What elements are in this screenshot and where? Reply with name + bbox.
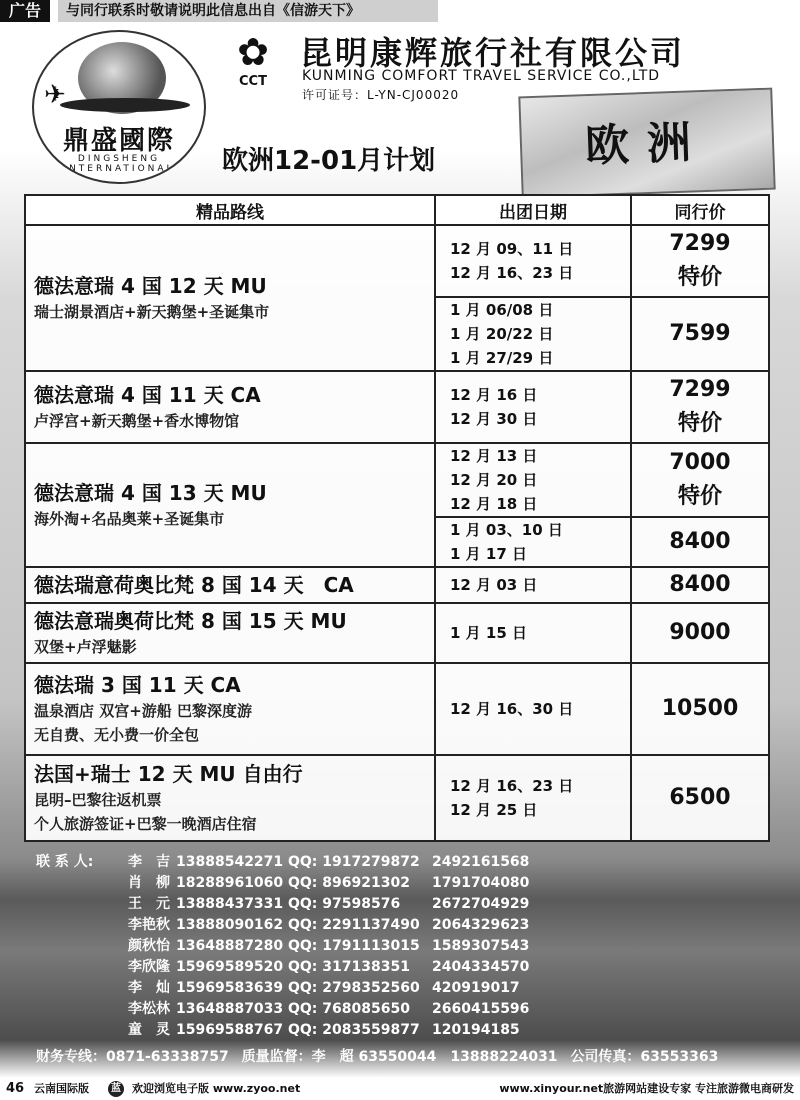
table-row (25, 567, 769, 603)
departure-date: 1 月 15 日 (450, 624, 527, 642)
contact-phone[interactable]: 13888542271 (176, 854, 284, 870)
airplane-icon: ✈ (44, 80, 66, 110)
price-value: 7599 (669, 321, 731, 346)
contact-row (36, 957, 766, 978)
departure-date: 12 月 13 日 (450, 447, 538, 465)
quality-line: 质量监督：李 超 63550044 13888224031 (241, 1049, 558, 1065)
table-row (25, 225, 769, 297)
departure-date: 12 月 30 日 (450, 410, 538, 428)
edition-icon: 蓝 (108, 1081, 124, 1097)
contact-row (36, 873, 766, 894)
departure-date: 12 月 16、23 日 (450, 777, 574, 795)
table-row (25, 371, 769, 443)
route-description: 瑞士湖景酒店+新天鹅堡+圣诞集市 (34, 303, 270, 321)
route-name: 德法瑞 3 国 11 天 CA (34, 673, 241, 697)
plan-title: 欧洲12-01月计划 (222, 146, 436, 176)
ebook-link[interactable]: 欢迎浏览电子版 www.zyoo.net (132, 1082, 301, 1095)
company-name-en: KUNMING COMFORT TRAVEL SERVICE CO.,LTD (302, 68, 661, 84)
departure-date: 12 月 03 日 (450, 576, 538, 594)
contact-phone[interactable]: 15969583639 (176, 980, 284, 996)
footer-ad: www.xinyour.net旅游网站建设专家 专注旅游微电商研发 (499, 1082, 794, 1095)
contact-label: 联 系 人: (36, 854, 94, 870)
price-cell (631, 755, 769, 841)
logo-name-cn: 鼎盛國際 (62, 126, 175, 156)
wooden-sign (518, 88, 775, 199)
contact-qq-alt[interactable]: 420919017 (432, 980, 520, 996)
contact-name: 王 元 (128, 896, 170, 912)
company-name-cn: 昆明康辉旅行社有限公司 (300, 34, 686, 72)
route-cell (25, 603, 435, 663)
contact-qq[interactable]: QQ: 1791113015 (288, 938, 420, 954)
contact-phone[interactable]: 18288961060 (176, 875, 284, 891)
contact-name: 李 灿 (128, 980, 170, 996)
price-value: 8400 (669, 529, 731, 554)
contact-name: 李欣隆 (128, 959, 170, 975)
route-description: 温泉酒店 双宫+游船 巴黎深度游 (34, 702, 253, 720)
contact-qq-alt[interactable]: 120194185 (432, 1022, 520, 1038)
flower-icon: ✿ (237, 30, 269, 74)
col-header-dates: 出团日期 (435, 195, 631, 225)
contact-qq-alt[interactable]: 1791704080 (432, 875, 530, 891)
contact-qq[interactable]: QQ: 97598576 (288, 896, 401, 912)
contact-name: 肖 柳 (128, 875, 170, 891)
contact-name: 李艳秋 (128, 917, 170, 933)
contact-qq[interactable]: QQ: 768085650 (288, 1001, 410, 1017)
price-value: 7299 (669, 231, 731, 256)
price-cell (631, 567, 769, 603)
departure-date: 12 月 20 日 (450, 471, 538, 489)
route-name: 德法意瑞 4 国 13 天 MU (34, 481, 267, 505)
route-cell (25, 443, 435, 567)
edition-label: 云南国际版 (34, 1082, 89, 1095)
contact-qq[interactable]: QQ: 1917279872 (288, 854, 420, 870)
dates-cell (435, 567, 631, 603)
contact-qq-alt[interactable]: 1589307543 (432, 938, 530, 954)
price-value: 10500 (661, 696, 739, 721)
source-notice: 与同行联系时敬请说明此信息出自《信游天下》 (58, 0, 438, 22)
dingsheng-logo (32, 30, 206, 184)
special-price-tag: 特价 (677, 411, 722, 436)
top-bar (0, 0, 800, 22)
departure-date: 12 月 16 日 (450, 386, 538, 404)
price-cell (631, 225, 769, 297)
price-value: 9000 (669, 620, 731, 645)
special-price-tag: 特价 (677, 484, 722, 509)
route-description: 双堡+卢浮魅影 (34, 638, 137, 656)
departure-date: 12 月 18 日 (450, 495, 538, 513)
contact-qq[interactable]: QQ: 2798352560 (288, 980, 420, 996)
contact-row (36, 915, 766, 936)
price-cell (631, 371, 769, 443)
dates-cell (435, 225, 631, 297)
contact-phone[interactable]: 13888437331 (176, 896, 284, 912)
contact-name: 李松林 (128, 1001, 170, 1017)
special-price-tag: 特价 (677, 265, 722, 290)
contact-phone[interactable]: 13648887033 (176, 1001, 284, 1017)
route-description: 个人旅游签证+巴黎一晚酒店住宿 (34, 815, 257, 833)
route-cell (25, 755, 435, 841)
contact-qq[interactable]: QQ: 317138351 (288, 959, 410, 975)
contact-row (36, 999, 766, 1020)
fax-line: 公司传真：63553363 (570, 1049, 719, 1065)
contact-qq[interactable]: QQ: 2291137490 (288, 917, 420, 933)
route-description: 卢浮宫+新天鹅堡+香水博物馆 (34, 412, 240, 430)
col-header-price: 同行价 (631, 195, 769, 225)
dates-cell (435, 371, 631, 443)
contact-qq-alt[interactable]: 2404334570 (432, 959, 530, 975)
contact-qq-alt[interactable]: 2064329623 (432, 917, 530, 933)
contact-phone[interactable]: 13648887280 (176, 938, 284, 954)
contact-name: 颜秋怡 (128, 938, 170, 954)
cct-badge-text: CCT (239, 74, 267, 89)
table-row (25, 443, 769, 517)
dates-cell (435, 443, 631, 517)
price-cell (631, 603, 769, 663)
price-value: 7299 (669, 377, 731, 402)
logo-name-en: DINGSHENG INTERNATIONAL (63, 154, 175, 174)
dates-cell (435, 517, 631, 567)
contact-name: 童 灵 (128, 1022, 170, 1038)
route-description: 无自费、无小费一价全包 (34, 726, 200, 744)
dates-cell (435, 297, 631, 371)
table-row (25, 603, 769, 663)
departure-date: 1 月 20/22 日 (450, 325, 554, 343)
contact-row (36, 936, 766, 957)
route-name: 德法瑞意荷奥比梵 8 国 14 天 CA (34, 573, 354, 597)
route-description: 海外淘+名品奥莱+圣诞集市 (34, 510, 225, 528)
route-name: 德法意瑞奥荷比梵 8 国 15 天 MU (34, 609, 347, 633)
departure-date: 1 月 17 日 (450, 545, 527, 563)
swoosh-graphic (60, 98, 190, 112)
footer-contacts (36, 1046, 726, 1066)
contact-list (36, 852, 766, 1041)
contact-row (36, 978, 766, 999)
departure-date: 1 月 06/08 日 (450, 301, 554, 319)
departure-date: 12 月 25 日 (450, 801, 538, 819)
price-cell (631, 663, 769, 755)
route-cell (25, 371, 435, 443)
contact-qq[interactable]: QQ: 2083559877 (288, 1022, 420, 1038)
ad-tag: 广告 (0, 0, 50, 22)
departure-date: 1 月 03、10 日 (450, 521, 563, 539)
contact-qq-alt[interactable]: 2660415596 (432, 1001, 530, 1017)
table-header-row (25, 195, 769, 225)
finance-line: 财务专线：0871-63338757 (36, 1049, 229, 1065)
contact-row (36, 894, 766, 915)
departure-date: 12 月 16、23 日 (450, 264, 574, 282)
departure-date: 12 月 09、11 日 (450, 240, 574, 258)
page-footer (0, 1078, 800, 1100)
route-cell (25, 567, 435, 603)
contact-phone[interactable]: 15969588767 (176, 1022, 284, 1038)
banner-title: 欧洲 (584, 116, 710, 173)
page-number: 46 (6, 1081, 25, 1096)
price-value: 6500 (669, 785, 731, 810)
contact-name: 李 吉 (128, 854, 170, 870)
dates-cell (435, 663, 631, 755)
col-header-route: 精品路线 (25, 195, 435, 225)
route-cell (25, 663, 435, 755)
price-value: 8400 (669, 572, 731, 597)
price-cell (631, 443, 769, 517)
contact-row (36, 852, 766, 873)
contact-qq-alt[interactable]: 2672704929 (432, 896, 530, 912)
contact-phone[interactable]: 15969589520 (176, 959, 284, 975)
contact-phone[interactable]: 13888090162 (176, 917, 284, 933)
dates-cell (435, 755, 631, 841)
price-cell (631, 517, 769, 567)
departure-date: 1 月 27/29 日 (450, 349, 554, 367)
contact-qq[interactable]: QQ: 896921302 (288, 875, 410, 891)
route-name: 法国+瑞士 12 天 MU 自由行 (34, 762, 303, 786)
departure-date: 12 月 16、30 日 (450, 700, 574, 718)
price-value: 7000 (669, 450, 731, 475)
route-name: 德法意瑞 4 国 12 天 MU (34, 274, 267, 298)
contact-row (36, 1020, 766, 1041)
route-name: 德法意瑞 4 国 11 天 CA (34, 383, 261, 407)
dates-cell (435, 603, 631, 663)
contact-qq-alt[interactable]: 2492161568 (432, 854, 530, 870)
route-description: 昆明–巴黎往返机票 (34, 791, 162, 809)
route-table (24, 194, 770, 842)
license-number: 许可证号：L-YN-CJ00020 (302, 88, 460, 102)
price-cell (631, 297, 769, 371)
table-row (25, 663, 769, 755)
table-row (25, 755, 769, 841)
cct-logo (228, 30, 278, 100)
route-cell (25, 225, 435, 371)
